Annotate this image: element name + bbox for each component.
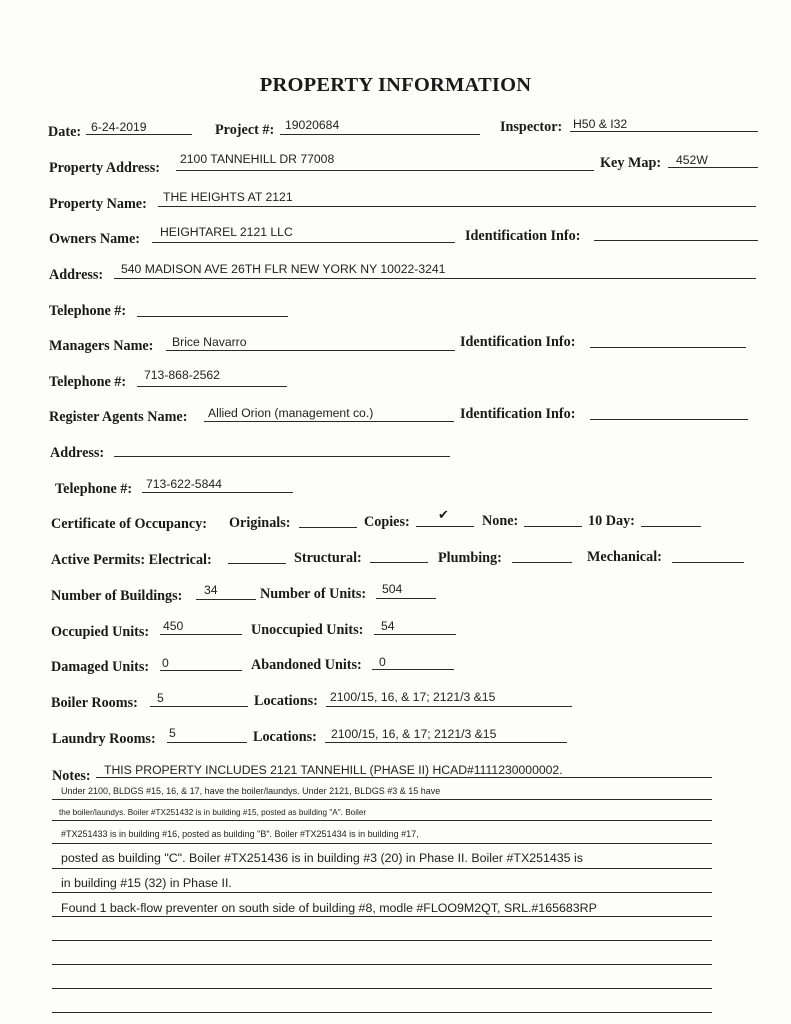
damaged-units-value: 0 <box>162 656 169 670</box>
property-name-value: THE HEIGHTS AT 2121 <box>163 190 293 204</box>
manager-identification-label: Identification Info: <box>460 334 576 350</box>
laundry-rooms-line <box>167 742 247 743</box>
note-text-1: THIS PROPERTY INCLUDES 2121 TANNEHILL (PHASE II) HCAD#1111230000002. <box>104 763 563 777</box>
inspector-value: H50 & I32 <box>573 117 628 131</box>
managers-name-line <box>166 350 455 351</box>
notes-line-10 <box>52 988 712 989</box>
inspector-line <box>570 131 758 132</box>
copies-line <box>416 526 474 527</box>
owner-telephone-label: Telephone #: <box>49 303 127 319</box>
key-map-value: 452W <box>676 153 708 167</box>
managers-name-label: Managers Name: <box>49 338 154 354</box>
boiler-locations-line <box>326 706 572 707</box>
managers-name-value: Brice Navarro <box>172 335 247 349</box>
agent-identification-label: Identification Info: <box>460 406 576 422</box>
unoccupied-units-value: 54 <box>381 619 395 633</box>
agent-address-line <box>114 456 450 457</box>
boiler-locations-label: Locations: <box>254 693 318 709</box>
number-of-buildings-value: 34 <box>204 583 218 597</box>
owner-identification-line <box>594 240 758 241</box>
mechanical-label: Mechanical: <box>587 549 662 565</box>
manager-telephone-value: 713-868-2562 <box>144 368 220 382</box>
laundry-rooms-label: Laundry Rooms: <box>52 731 156 747</box>
laundry-locations-line <box>325 742 567 743</box>
notes-line-3 <box>52 820 712 821</box>
abandoned-units-line <box>372 669 454 670</box>
boiler-locations-value: 2100/15, 16, & 17; 2121/3 &15 <box>330 690 496 704</box>
property-address-value: 2100 TANNEHILL DR 77008 <box>180 152 335 166</box>
ten-day-label: 10 Day: <box>588 513 635 529</box>
laundry-rooms-value: 5 <box>169 726 176 740</box>
project-label: Project #: <box>215 122 275 138</box>
owner-address-value: 540 MADISON AVE 26TH FLR NEW YORK NY 10022-3241 <box>121 262 446 276</box>
unoccupied-units-label: Unoccupied Units: <box>251 622 364 638</box>
copies-label: Copies: <box>364 514 410 530</box>
notes-line-1 <box>96 777 712 778</box>
none-line <box>524 526 582 527</box>
owner-telephone-line <box>137 316 288 317</box>
key-map-line <box>668 167 758 168</box>
boiler-rooms-label: Boiler Rooms: <box>51 695 138 711</box>
key-map-label: Key Map: <box>600 155 662 171</box>
number-of-buildings-line <box>196 599 256 600</box>
manager-telephone-label: Telephone #: <box>49 374 127 390</box>
notes-line-6 <box>52 892 712 893</box>
owners-name-label: Owners Name: <box>49 231 141 247</box>
number-of-buildings-label: Number of Buildings: <box>51 588 183 604</box>
notes-line-7 <box>52 916 712 917</box>
register-agents-value: Allied Orion (management co.) <box>208 406 374 420</box>
project-line <box>280 134 480 135</box>
occupied-units-line <box>160 634 242 635</box>
structural-line <box>370 562 428 563</box>
note-text-4: #TX251433 is in building #16, posted as building "B". Boiler #TX251434 is in building #17, <box>61 829 419 839</box>
register-agents-line <box>204 421 454 422</box>
number-of-units-label: Number of Units: <box>260 586 367 602</box>
notes-line-2 <box>52 799 712 800</box>
none-label: None: <box>482 513 519 529</box>
agent-telephone-value: 713-622-5844 <box>146 477 222 491</box>
owner-address-label: Address: <box>49 267 104 283</box>
property-address-label: Property Address: <box>49 160 160 176</box>
certificate-of-occupancy-label: Certificate of Occupancy: <box>51 516 208 532</box>
date-label: Date: <box>48 124 82 140</box>
structural-label: Structural: <box>294 550 362 566</box>
agent-address-label: Address: <box>50 445 105 461</box>
owner-identification-label: Identification Info: <box>465 228 581 244</box>
agent-identification-line <box>590 419 748 420</box>
date-value: 6-24-2019 <box>91 120 147 134</box>
boiler-rooms-value: 5 <box>157 691 164 705</box>
register-agents-label: Register Agents Name: <box>49 409 188 425</box>
agent-telephone-line <box>142 492 293 493</box>
originals-label: Originals: <box>229 515 291 531</box>
active-permits-electrical-label: Active Permits: Electrical: <box>51 552 212 568</box>
note-text-6: in building #15 (32) in Phase II. <box>61 876 232 890</box>
note-text-3: the boiler/laundys. Boiler #TX251432 is in building #15, posted as building "A". Boiler <box>59 808 367 817</box>
notes-label: Notes: <box>52 768 91 784</box>
notes-line-4 <box>52 843 712 844</box>
unoccupied-units-line <box>374 634 456 635</box>
damaged-units-label: Damaged Units: <box>51 659 150 675</box>
page-title: PROPERTY INFORMATION <box>259 74 532 96</box>
notes-line-9 <box>52 964 712 965</box>
electrical-line <box>228 563 286 564</box>
number-of-units-value: 504 <box>382 582 403 596</box>
property-name-line <box>158 206 756 207</box>
abandoned-units-value: 0 <box>379 655 386 669</box>
owners-name-line <box>152 242 455 243</box>
note-text-2: Under 2100, BLDGS #15, 16, & 17, have the boiler/laundys. Under 2121, BLDGS #3 & 15 have <box>61 786 441 796</box>
occupied-units-label: Occupied Units: <box>51 624 150 640</box>
manager-identification-line <box>590 347 746 348</box>
project-value: 19020684 <box>285 118 340 132</box>
manager-telephone-line <box>137 386 287 387</box>
laundry-locations-value: 2100/15, 16, & 17; 2121/3 &15 <box>331 727 497 741</box>
owner-address-line <box>114 278 756 279</box>
property-name-label: Property Name: <box>49 196 147 212</box>
property-address-line <box>176 170 594 171</box>
damaged-units-line <box>160 670 242 671</box>
occupied-units-value: 450 <box>163 619 184 633</box>
notes-line-5 <box>52 868 712 869</box>
owners-name-value: HEIGHTAREL 2121 LLC <box>160 225 293 239</box>
mechanical-line <box>672 562 744 563</box>
ten-day-line <box>641 526 701 527</box>
inspector-label: Inspector: <box>500 119 563 135</box>
agent-telephone-label: Telephone #: <box>55 481 133 497</box>
plumbing-label: Plumbing: <box>438 550 502 566</box>
laundry-locations-label: Locations: <box>253 729 317 745</box>
copies-check-mark: ✔ <box>438 508 449 523</box>
plumbing-line <box>512 562 572 563</box>
originals-line <box>299 527 357 528</box>
number-of-units-line <box>376 598 436 599</box>
notes-line-8 <box>52 940 712 941</box>
note-text-7: Found 1 back-flow preventer on south side of building #8, modle #FLOO9M2QT, SRL.#165683RP <box>61 901 597 915</box>
abandoned-units-label: Abandoned Units: <box>251 657 362 673</box>
date-line <box>86 134 192 135</box>
note-text-5: posted as building "C". Boiler #TX251436 is in building #3 (20) in Phase II. Boiler #TX251435 is <box>61 851 583 865</box>
boiler-rooms-line <box>150 706 248 707</box>
notes-line-11 <box>52 1012 712 1013</box>
